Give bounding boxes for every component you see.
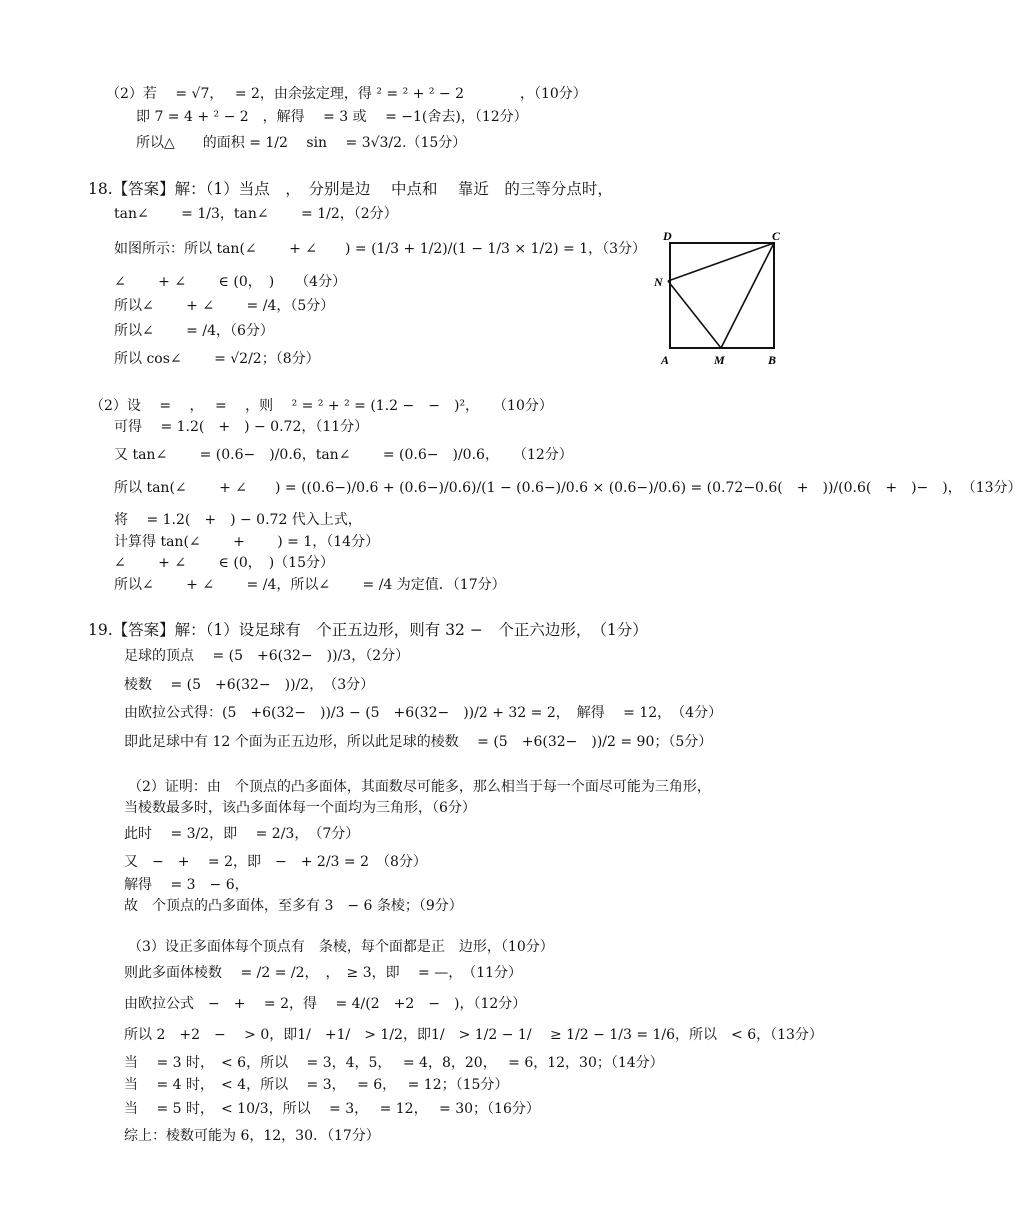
q19-p3-line: 由欧拉公式 − + = 2，得 = 4/(2 +2 − )，（12分） — [124, 996, 527, 1012]
q19-p1-line: 即此足球中有 12 个面为正五边形，所以此足球的棱数 = (5 +6(32− ))/2 = 90；（5分） — [124, 734, 713, 750]
q19-p3-line: 当 = 4 时， < 4，所以 = 3， = 6， = 12；（15分） — [124, 1077, 509, 1093]
q18-p1-line: ∠ + ∠ ∈ (0， ) （4分） — [114, 274, 347, 290]
q18-p2-line: 可得 = 1.2( + ) − 0.72，（11分） — [114, 419, 369, 435]
q17-line-3: 所以△ 的面积 = 1/2 sin = 3√3/2.（15分） — [136, 135, 467, 151]
q19-p2-line: 解得 = 3 − 6， — [124, 877, 249, 893]
q19-p3-line: 当 = 5 时， < 10/3，所以 = 3， = 12， = 30；（16分） — [124, 1101, 540, 1117]
q18-p2-line: 所以 tan(∠ + ∠ ) = ((0.6−)/0.6 + (0.6−)/0.6)/(1 − (0.6−)/0.6 × (0.6−)/0.6) = (0.72−0.6( + ))/(0.6( + )− )， （13分） — [114, 480, 1022, 496]
q18-p1-line: 所以∠ + ∠ = /4，（5分） — [114, 298, 335, 314]
q18-p1-line: 如图所示：所以 tan(∠ + ∠ ) = (1/3 + 1/2)/(1 − 1/3 × 1/2) = 1，（3分） — [114, 241, 647, 257]
q18-p1-line: tan∠ = 1/3，tan∠ = 1/2，（2分） — [114, 206, 398, 222]
q19-p2-line: 当棱数最多时，该凸多面体每一个面均为三角形，（6分） — [124, 800, 476, 816]
q19-p2-line: （2）证明：由 个顶点的凸多面体，其面数尽可能多，那么相当于每一个面尽可能为三角形， — [128, 779, 711, 795]
square-geometry-figure — [652, 228, 792, 368]
vertex-label-b: B — [768, 353, 777, 367]
q18-p2-line: 又 tan∠ = (0.6− )/0.6，tan∠ = (0.6− )/0.6， （12分） — [114, 447, 573, 463]
q18-p1-line: 所以∠ = /4，（6分） — [114, 323, 274, 339]
q17-line-2: 即 7 = 4 + ² − 2 ，解得 = 3 或 = −1(舍去)，（12分） — [136, 109, 528, 125]
q19-p2-line: 故 个顶点的凸多面体，至多有 3 − 6 条棱；（9分） — [124, 898, 463, 914]
q19-p1-line: 由欧拉公式得：(5 +6(32− ))/3 − (5 +6(32− ))/2 + 32 = 2， 解得 = 12， （4分） — [124, 705, 723, 721]
q19-p3-line: 当 = 3 时， < 6，所以 = 3，4，5， = 4，8，20， = 6，12，30；（14分） — [124, 1055, 664, 1071]
q19-p3-line: 则此多面体棱数 = /2 = /2， ， ≥ 3，即 = —， （11分） — [124, 965, 523, 981]
q19-p2-line: 此时 = 3/2，即 = 2/3， （7分） — [124, 826, 360, 842]
q18-heading: 18.【答案】解：（1）当点 ， 分别是边 中点和 靠近 的三等分点时， — [88, 180, 613, 198]
q18-p2-line: ∠ + ∠ ∈ (0， )（15分） — [114, 555, 335, 571]
q18-p2-line: （2）设 = ， = ，则 ² = ² + ² = (1.2 − − )²， （10分） — [90, 398, 553, 414]
q18-p2-line: 所以∠ + ∠ = /4，所以∠ = /4 为定值．（17分） — [114, 577, 506, 593]
q19-p3-line: 所以 2 +2 − > 0，即1/ +1/ > 1/2，即1/ > 1/2 − 1/ ≥ 1/2 − 1/3 = 1/6，所以 < 6，（13分） — [124, 1027, 823, 1043]
vertex-label-a: A — [661, 353, 670, 367]
q18-p2-line: 计算得 tan(∠ + ) = 1，（14分） — [114, 534, 380, 550]
q18-p2-line: 将 = 1.2( + ) − 0.72 代入上式， — [114, 512, 362, 528]
vertex-label-n: N — [654, 275, 663, 289]
vertex-label-m: M — [714, 353, 725, 367]
q19-heading: 19.【答案】解：（1）设足球有 个正五边形，则有 32 − 个正六边形， （1分） — [88, 621, 648, 639]
segment-nm — [668, 281, 721, 348]
vertex-label-c: C — [772, 229, 781, 243]
q19-p2-line: 又 − + = 2，即 − + 2/3 = 2 （8分） — [124, 854, 427, 870]
q19-p3-line: （3）设正多面体每个顶点有 条棱，每个面都是正 边形，（10分） — [128, 939, 554, 955]
vertex-label-d: D — [663, 229, 672, 243]
q19-p1-line: 足球的顶点 = (5 +6(32− ))/3，（2分） — [124, 648, 410, 664]
q17-line-1: （2）若 = √7， = 2，由余弦定理，得 ² = ² + ² − 2 ，（10分） — [106, 86, 587, 102]
q19-p3-line: 综上：棱数可能为 6，12，30．（17分） — [124, 1128, 380, 1144]
q18-p1-line: 所以 cos∠ = √2/2；（8分） — [114, 351, 320, 367]
square-abcd — [670, 243, 774, 348]
q19-p1-line: 棱数 = (5 +6(32− ))/2， （3分） — [124, 677, 375, 693]
